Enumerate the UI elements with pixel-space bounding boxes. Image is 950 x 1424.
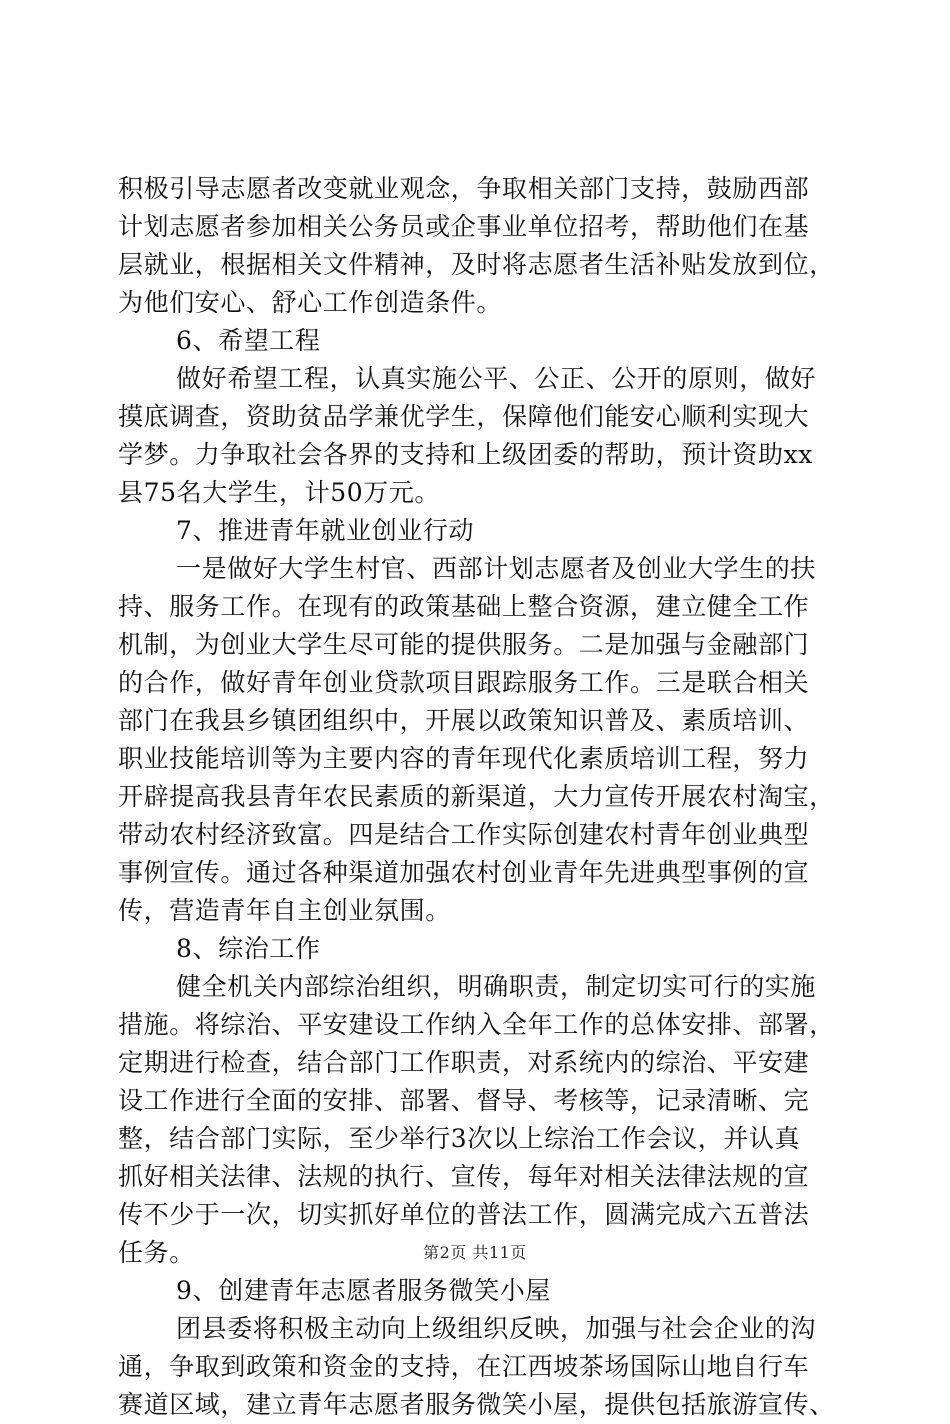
text-line: 职业技能培训等为主要内容的青年现代化素质培训工程，努力	[118, 744, 810, 773]
text-line: 8、综治工作	[176, 934, 321, 963]
text-line: 措施。将综治、平安建设工作纳入全年工作的总体安排、部署，	[118, 1010, 835, 1039]
text-line: 层就业，根据相关文件精神，及时将志愿者生活补贴发放到位，	[118, 250, 835, 279]
text-line: 开辟提高我县青年农民素质的新渠道，大力宣传开展农村淘宝，	[118, 782, 835, 811]
document-body	[118, 170, 838, 1424]
text-line: 7、推进青年就业创业行动	[176, 516, 475, 545]
text-line: 传，营造青年自主创业氛围。	[118, 896, 451, 925]
text-line: 做好希望工程，认真实施公平、公正、公开的原则，做好	[176, 364, 817, 393]
text-line: 健全机关内部综治组织，明确职责，制定切实可行的实施	[176, 972, 817, 1001]
text-line: 部门在我县乡镇团组织中，开展以政策知识普及、素质培训、	[118, 706, 810, 735]
text-line: 通，争取到政策和资金的支持，在江西坡茶场国际山地自行车	[118, 1352, 810, 1381]
text-line: 整，结合部门实际，至少举行3次以上综治工作会议，并认真	[118, 1124, 801, 1153]
text-line: 计划志愿者参加相关公务员或企事业单位招考，帮助他们在基	[118, 212, 810, 241]
text-line: 持、服务工作。在现有的政策基础上整合资源，建立健全工作	[118, 592, 810, 621]
text-line: 的合作，做好青年创业贷款项目跟踪服务工作。三是联合相关	[118, 668, 810, 697]
text-line: 6、希望工程	[176, 326, 321, 355]
text-line: 积极引导志愿者改变就业观念，争取相关部门支持，鼓励西部	[118, 174, 810, 203]
text-line: 一是做好大学生村官、西部计划志愿者及创业大学生的扶	[176, 554, 817, 583]
text-line: 摸底调查，资助贫品学兼优学生，保障他们能安心顺利实现大	[118, 402, 810, 431]
text-line: 任务。	[118, 1238, 195, 1267]
text-line: 抓好相关法律、法规的执行、宣传，每年对相关法律法规的宣	[118, 1162, 810, 1191]
text-line: 赛道区域，建立青年志愿者服务微笑小屋，提供包括旅游宣传、	[118, 1390, 835, 1419]
text-line: 为他们安心、舒心工作创造条件。	[118, 288, 503, 317]
text-line: 团县委将积极主动向上级组织反映，加强与社会企业的沟	[176, 1314, 817, 1343]
text-line: 机制，为创业大学生尽可能的提供服务。二是加强与金融部门	[118, 630, 810, 659]
text-line: 9、创建青年志愿者服务微笑小屋	[176, 1276, 551, 1305]
text-line: 学梦。力争取社会各界的支持和上级团委的帮助，预计资助xx	[118, 440, 814, 469]
text-line: 设工作进行全面的安排、部署、督导、考核等，记录清晰、完	[118, 1086, 810, 1115]
page-footer: 第2页 共11页	[423, 1243, 527, 1262]
text-line: 事例宣传。通过各种渠道加强农村创业青年先进典型事例的宣	[118, 858, 810, 887]
text-line: 传不少于一次，切实抓好单位的普法工作，圆满完成六五普法	[118, 1200, 810, 1229]
text-line: 带动农村经济致富。四是结合工作实际创建农村青年创业典型	[118, 820, 810, 849]
text-line: 县75名大学生，计50万元。	[118, 478, 441, 507]
text-line: 定期进行检查，结合部门工作职责，对系统内的综治、平安建	[118, 1048, 810, 1077]
